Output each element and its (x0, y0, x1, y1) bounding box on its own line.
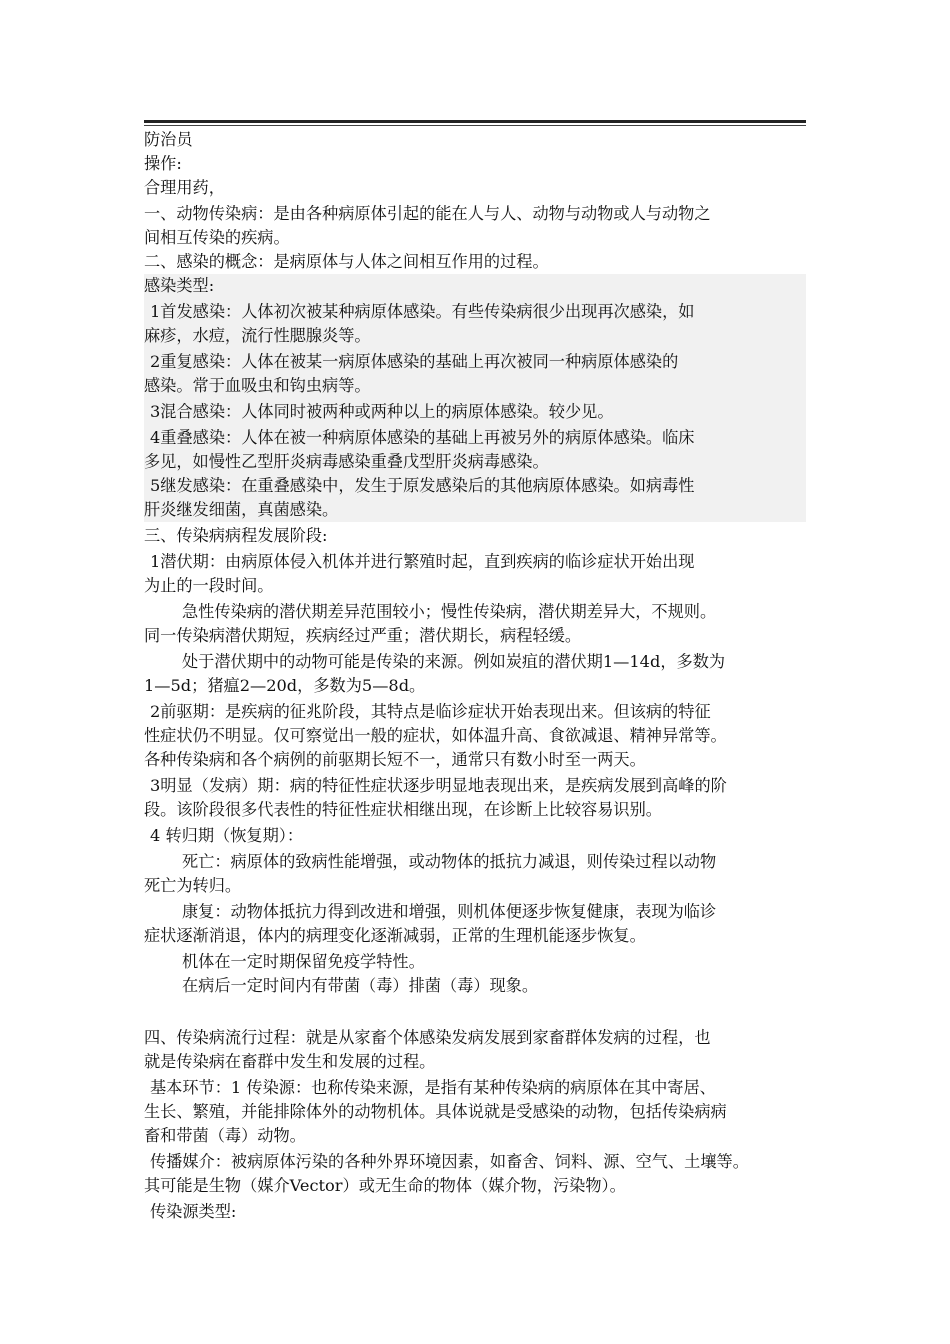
list-item: 基本环节：1 传染源：也称传染来源，是指有某种传染病的病原体在其中寄居、 (150, 1078, 716, 1097)
text-line: 各种传染病和各个病例的前驱期长短不一，通常只有数小时至一两天。 (144, 750, 646, 769)
paragraph-line: 处于潜伏期中的动物可能是传染的来源。例如炭疽的潜伏期1—14d，多数为 (182, 652, 726, 671)
text-line: 合理用药， (144, 178, 225, 197)
list-item: 1潜伏期：由病原体侵入机体并进行繁殖时起，直到疾病的临诊症状开始出现 (150, 552, 695, 571)
list-item: 传播媒介：被病原体污染的各种外界环境因素，如畜舍、饲料、源、空气、土壤等。 (150, 1152, 749, 1171)
paragraph-line: 急性传染病的潜伏期差异范围较小；慢性传染病，潜伏期差异大，不规则。 (182, 602, 717, 621)
text-line: 就是传染病在畜群中发生和发展的过程。 (144, 1052, 436, 1071)
paragraph-line: 死亡：病原体的致病性能增强，或动物体的抵抗力减退，则传染过程以动物 (182, 852, 717, 871)
list-item: 传染源类型: (150, 1202, 237, 1221)
section-heading: 二、感染的概念：是病原体与人体之间相互作用的过程。 (144, 252, 549, 271)
text-line: 1—5d；猪瘟2—20d，多数为5—8d。 (144, 676, 426, 695)
text-line: 感染类型: (144, 276, 215, 295)
header-rule-thick (144, 120, 806, 123)
paragraph-line: 康复：动物体抵抗力得到改进和增强，则机体便逐步恢复健康，表现为临诊 (182, 902, 717, 921)
text-line: 为止的一段时间。 (144, 576, 274, 595)
list-item: 5继发感染：在重叠感染中，发生于原发感染后的其他病原体感染。如病毒性 (150, 476, 695, 495)
header-rule-thin (144, 125, 806, 126)
text-line: 段。该阶段很多代表性的特征性症状相继出现，在诊断上比较容易识别。 (144, 800, 662, 819)
text-line: 多见，如慢性乙型肝炎病毒感染重叠戊型肝炎病毒感染。 (144, 452, 549, 471)
text-line: 肝炎继发细菌，真菌感染。 (144, 500, 339, 519)
list-item: 3混合感染：人体同时被两种或两种以上的病原体感染。较少见。 (150, 402, 614, 421)
text-line: 其可能是生物（媒介Vector）或无生命的物体（媒介物，污染物）。 (144, 1176, 626, 1195)
list-item: 2前驱期：是疾病的征兆阶段，其特点是临诊症状开始表现出来。但该病的特征 (150, 702, 711, 721)
text-line: 畜和带菌（毒）动物。 (144, 1126, 306, 1145)
list-item: 4重叠感染：人体在被一种病原体感染的基础上再被另外的病原体感染。临床 (150, 428, 695, 447)
section-heading: 四、传染病流行过程：就是从家畜个体感染发病发展到家畜群体发病的过程，也 (144, 1028, 711, 1047)
text-line: 同一传染病潜伏期短，疾病经过严重；潜伏期长，病程轻缓。 (144, 626, 582, 645)
list-item: 4 转归期（恢复期）： (150, 826, 304, 845)
text-line: 生长、繁殖，并能排除体外的动物机体。具体说就是受感染的动物，包括传染病病 (144, 1102, 727, 1121)
section-heading: 一、动物传染病：是由各种病原体引起的能在人与人、动物与动物或人与动物之 (144, 204, 711, 223)
paragraph-line: 在病后一定时间内有带菌（毒）排菌（毒）现象。 (182, 976, 539, 995)
text-line: 操作: (144, 154, 182, 173)
text-line: 间相互传染的疾病。 (144, 228, 290, 247)
doc-title: 防治员 (144, 130, 193, 149)
text-line: 死亡为转归。 (144, 876, 242, 895)
text-line: 感染。常于血吸虫和钩虫病等。 (144, 376, 371, 395)
section-heading: 三、传染病病程发展阶段: (144, 526, 328, 545)
text-line: 麻疹，水痘，流行性腮腺炎等。 (144, 326, 371, 345)
list-item: 3明显（发病）期：病的特征性症状逐步明显地表现出来，是疾病发展到高峰的阶 (150, 776, 727, 795)
list-item: 2重复感染：人体在被某一病原体感染的基础上再次被同一种病原体感染的 (150, 352, 679, 371)
list-item: 1首发感染：人体初次被某种病原体感染。有些传染病很少出现再次感染，如 (150, 302, 695, 321)
paragraph-line: 机体在一定时期保留免疫学特性。 (182, 952, 425, 971)
text-line: 性症状仍不明显。仅可察觉出一般的症状，如体温升高、食欲减退、精神异常等。 (144, 726, 727, 745)
text-line: 症状逐渐消退，体内的病理变化逐渐减弱，正常的生理机能逐步恢复。 (144, 926, 646, 945)
